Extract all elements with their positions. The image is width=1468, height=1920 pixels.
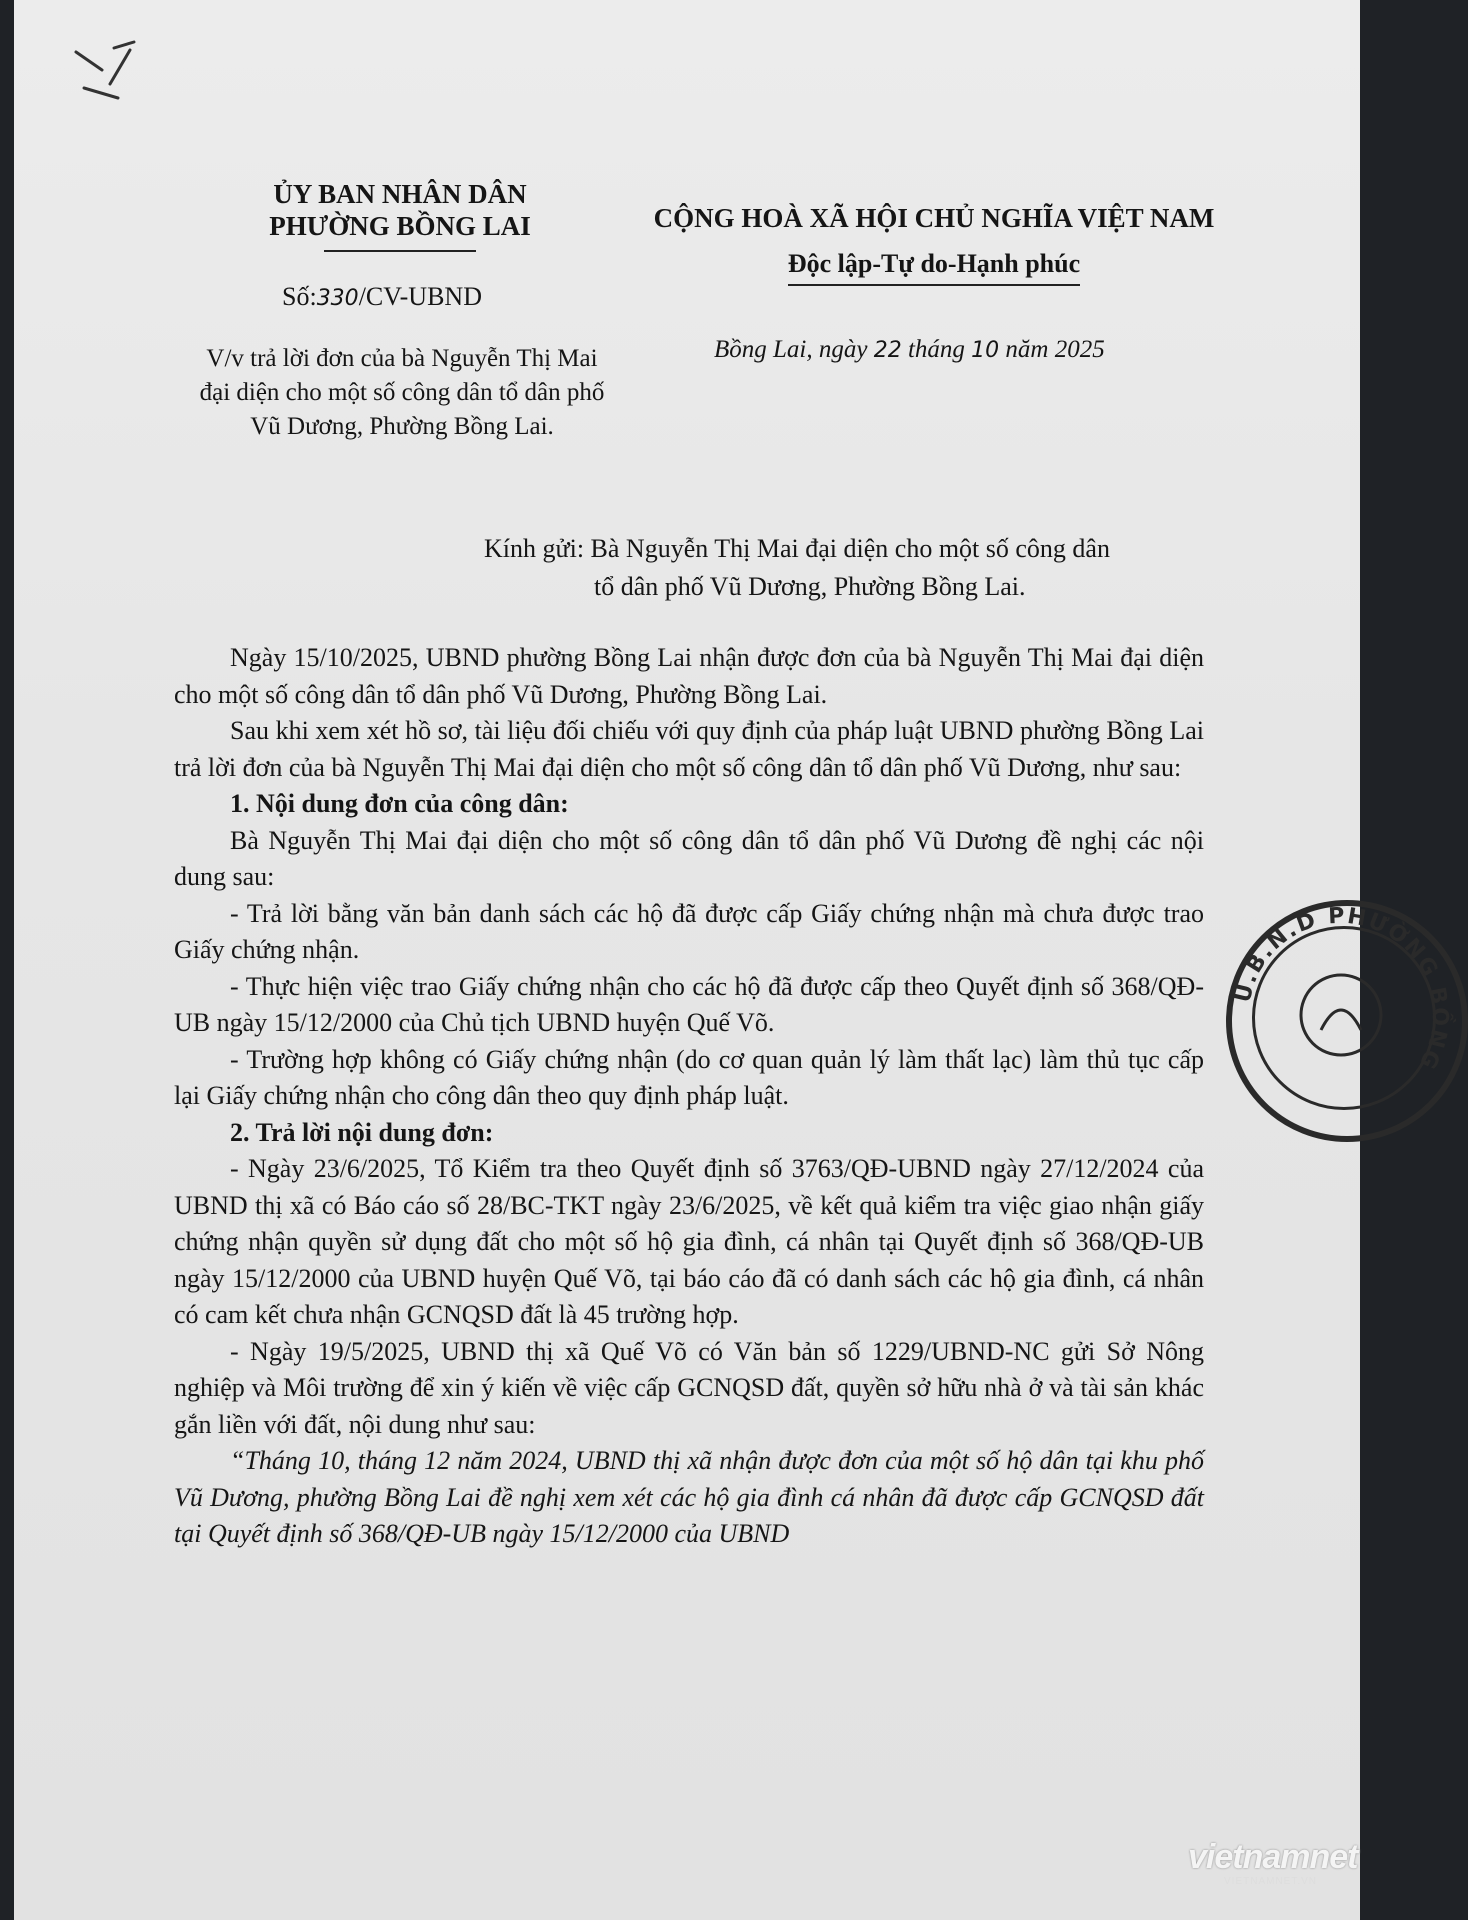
issuing-organization	[240, 178, 560, 252]
recipient-line-2: tổ dân phố Vũ Dương, Phường Bồng Lai.	[594, 572, 1026, 601]
quoted-paragraph: “Tháng 10, tháng 12 năm 2024, UBND thị xã nhận được đơn của một số hộ dân tại khu phố Vũ Dương, phường Bồng Lai đề nghị xem xét các hộ gia đình cá nhân đã được cấp GCNQSD đất tại Quyết định số 368/QĐ-UB ngày 15/12/2000 của UBND	[174, 1446, 1204, 1548]
bullet-item: - Ngày 19/5/2025, UBND thị xã Quế Võ có Văn bản số 1229/UBND-NC gửi Sở Nông nghiệp và Môi trường để xin ý kiến về việc cấp GCNQSD đất, quyền sở hữu nhà ở và tài sản khác gắn liền với đất, nội dung như sau:	[174, 1336, 1204, 1439]
doc-no-prefix: Số:	[282, 282, 317, 311]
date-mid: tháng	[901, 336, 972, 363]
body-paragraph: Bà Nguyễn Thị Mai đại diện cho một số công dân tổ dân phố Vũ Dương đề nghị các nội dung sau:	[174, 825, 1204, 891]
date-prefix: Bồng Lai, ngày	[714, 336, 874, 363]
org-line-2: PHƯỜNG BỒNG LAI	[269, 211, 531, 241]
date-month: 10	[971, 338, 1000, 363]
section-heading: 1. Nội dung đơn của công dân:	[230, 789, 569, 818]
document-page	[14, 0, 1453, 1920]
official-stamp	[1226, 900, 1468, 1142]
date-day: 22	[873, 338, 902, 363]
national-motto: Độc lập-Tự do-Hạnh phúc	[788, 248, 1080, 286]
doc-no-suffix: /CV-UBND	[358, 282, 482, 311]
body-paragraph: Sau khi xem xét hồ sơ, tài liệu đối chiếu với quy định của pháp luật UBND phường Bồng Lai trả lời đơn của bà Nguyễn Thị Mai đại diện cho một số công dân tổ dân phố Vũ Dương, như sau:	[174, 716, 1204, 782]
recipient-line-1: Bà Nguyễn Thị Mai đại diện cho một số công dân	[590, 534, 1110, 563]
bullet-item: - Trường hợp không có Giấy chứng nhận (do cơ quan quản lý làm thất lạc) làm thủ tục cấp lại Giấy chứng nhận cho công dân theo quy định pháp luật.	[174, 1044, 1204, 1110]
watermark-brand: vietnamnet	[1188, 1838, 1358, 1876]
body-paragraph: Ngày 15/10/2025, UBND phường Bồng Lai nhận được đơn của bà Nguyễn Thị Mai đại diện cho một số công dân tổ dân phố Vũ Dương, Phường Bồng Lai.	[174, 643, 1204, 709]
nation-name: CỘNG HOÀ XÃ HỘI CHỦ NGHĨA VIỆT NAM	[653, 203, 1215, 233]
watermark	[1184, 1838, 1358, 1887]
recipient-block	[484, 530, 1184, 606]
bullet-item: - Ngày 23/6/2025, Tổ Kiểm tra theo Quyết định số 3763/QĐ-UBND ngày 27/12/2024 của UBND thị xã có Báo cáo số 28/BC-TKT ngày 23/6/2025, về kết quả kiểm tra việc giao nhận giấy chứng nhận quyền sử dụng đất cho một số hộ gia đình, cá nhân tại Quyết định số 368/QĐ-UB ngày 15/12/2000 của UBND huyện Quế Võ, tại báo cáo đã có danh sách các hộ gia đình, cá nhân có cam kết chưa nhận GCNQSD đất là 45 trường hợp.	[174, 1154, 1204, 1329]
section-heading: 2. Trả lời nội dung đơn:	[230, 1117, 494, 1147]
stamp-text: U.B.N.D PHƯỜNG BỒNG	[1230, 903, 1453, 1075]
national-title	[634, 202, 1234, 286]
bullet-item: - Thực hiện việc trao Giấy chứng nhận cho các hộ đã được cấp theo Quyết định số 368/QĐ-UB ngày 15/12/2000 của Chủ tịch UBND huyện Quế Võ.	[174, 971, 1204, 1037]
document-subject: V/v trả lời đơn của bà Nguyễn Thị Mai đại diện cho một số công dân tổ dân phố Vũ Dương, Phường Bồng Lai.	[199, 345, 605, 440]
org-underline	[324, 250, 476, 252]
svg-text:U.B.N.D PHƯỜNG BỒNG	[1231, 904, 1456, 1075]
bullet-item: - Trả lời bằng văn bản danh sách các hộ đã được cấp Giấy chứng nhận mà chưa được trao Giấy chứng nhận.	[174, 898, 1204, 964]
handwritten-mark-icon	[64, 40, 154, 110]
org-line-1: ỦY BAN NHÂN DÂN	[273, 179, 527, 209]
recipient-label: Kính gửi:	[484, 534, 585, 563]
doc-no-handwritten: 330	[316, 286, 359, 311]
date-suffix: năm 2025	[999, 336, 1105, 363]
letter-body	[174, 640, 1204, 1553]
stamp-emblem-icon	[1226, 900, 1456, 1130]
date-line	[714, 336, 1105, 364]
watermark-url: VIETNAMNET.VN	[1224, 1876, 1318, 1887]
document-number	[282, 282, 482, 312]
